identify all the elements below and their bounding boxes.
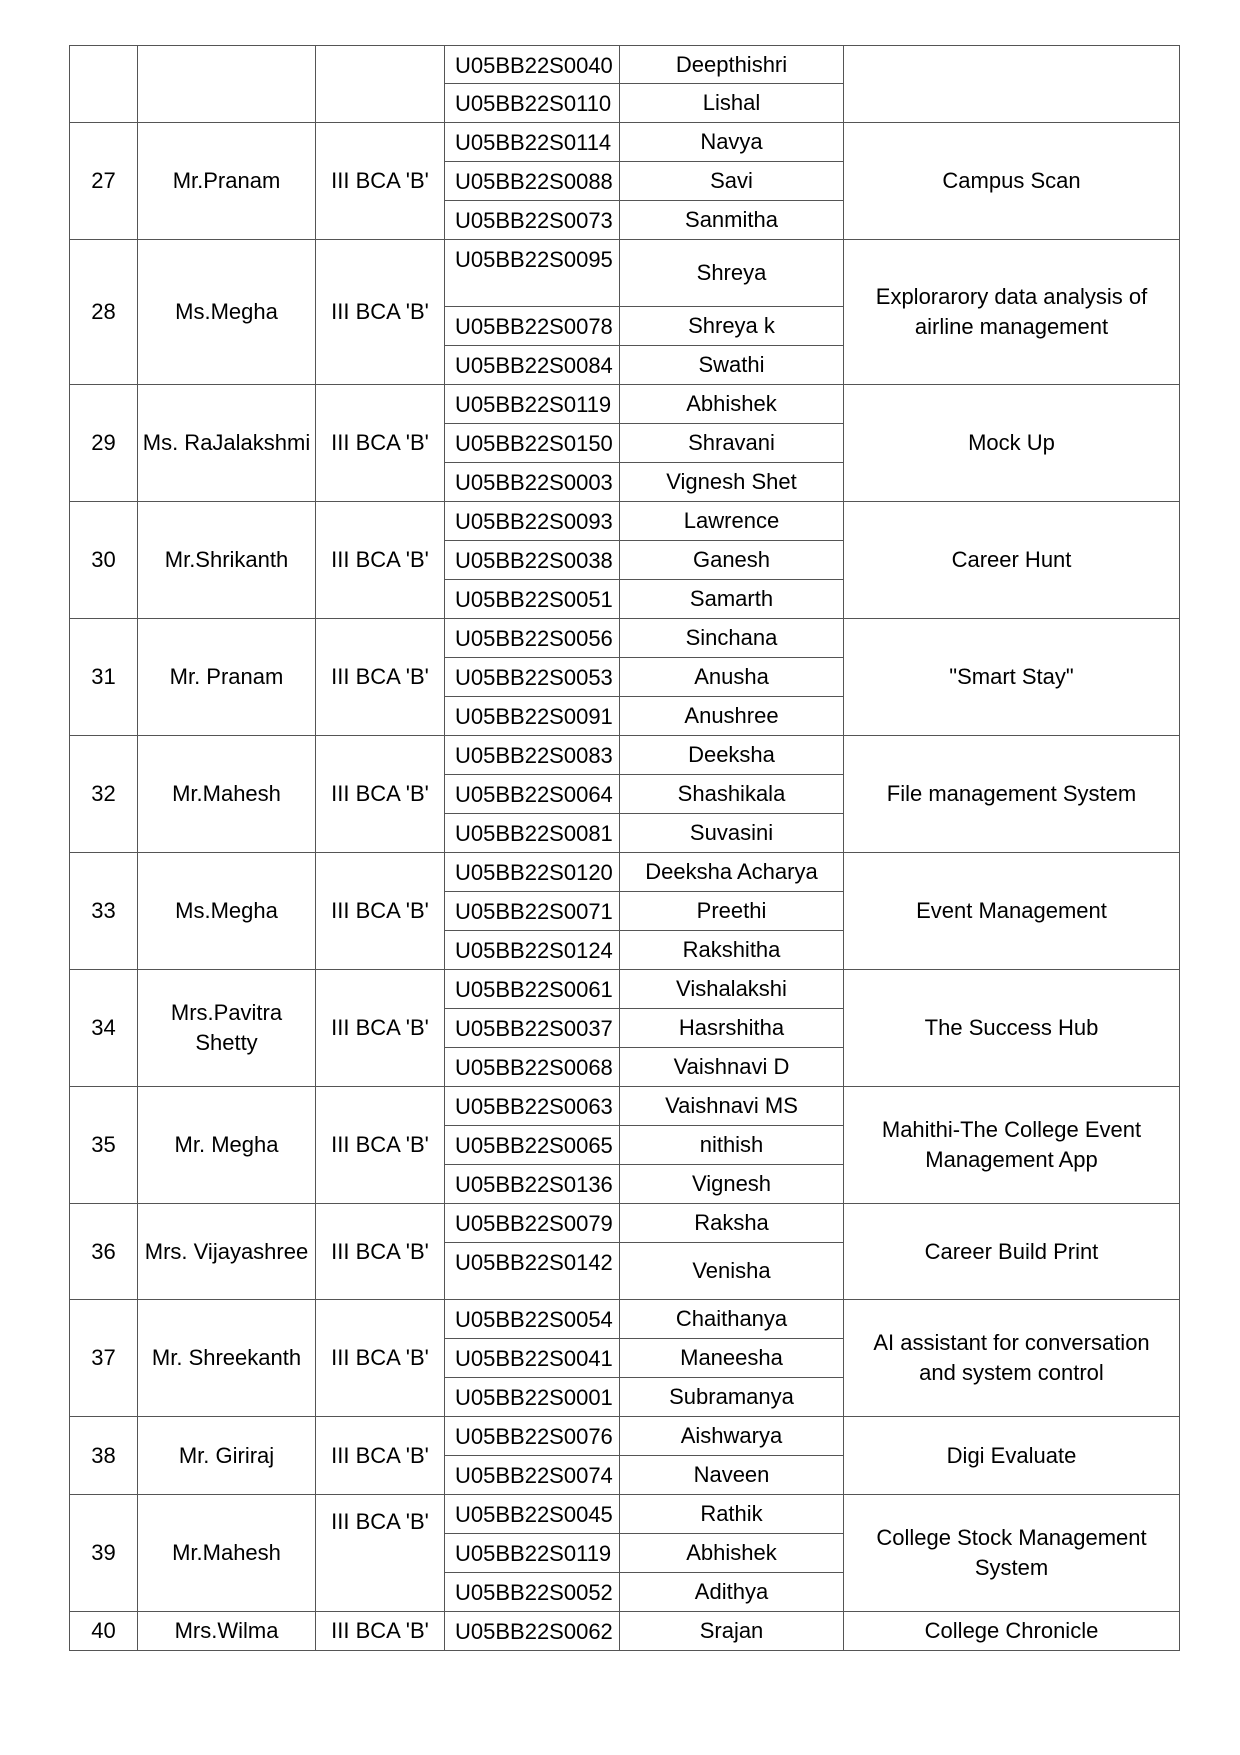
class-cell: III BCA 'B': [316, 502, 445, 619]
register-number-cell: U05BB22S0091: [445, 697, 620, 736]
register-number-cell: U05BB22S0074: [445, 1456, 620, 1495]
register-number-cell: U05BB22S0073: [445, 201, 620, 240]
class-cell: III BCA 'B': [316, 1300, 445, 1417]
register-number-cell: U05BB22S0083: [445, 736, 620, 775]
guide-name-cell: Mr. Megha: [138, 1087, 316, 1204]
register-number-cell: U05BB22S0119: [445, 1534, 620, 1573]
project-title-cell: [844, 46, 1180, 123]
student-name-cell: Ganesh: [620, 541, 844, 580]
register-number-cell: U05BB22S0061: [445, 970, 620, 1009]
student-name-cell: Preethi: [620, 892, 844, 931]
class-cell: [316, 46, 445, 123]
student-name-cell: Deeksha: [620, 736, 844, 775]
student-name-cell: Rakshitha: [620, 931, 844, 970]
class-cell: III BCA 'B': [316, 736, 445, 853]
register-number-cell: U05BB22S0114: [445, 123, 620, 162]
register-number-cell: U05BB22S0052: [445, 1573, 620, 1612]
student-name-cell: Swathi: [620, 346, 844, 385]
register-number-cell: U05BB22S0037: [445, 1009, 620, 1048]
guide-name-cell: Ms. RaJalakshmi: [138, 385, 316, 502]
class-cell: III BCA 'B': [316, 1204, 445, 1300]
student-name-cell: Lishal: [620, 84, 844, 123]
serial-number-cell: 37: [70, 1300, 138, 1417]
class-cell: III BCA 'B': [316, 385, 445, 502]
table-row: [70, 1495, 1180, 1534]
project-title-cell: Career Build Print: [844, 1204, 1180, 1300]
student-name-cell: Vaishnavi D: [620, 1048, 844, 1087]
register-number-cell: U05BB22S0064: [445, 775, 620, 814]
serial-number-cell: 40: [70, 1612, 138, 1651]
project-title-cell: Career Hunt: [844, 502, 1180, 619]
student-name-cell: Suvasini: [620, 814, 844, 853]
project-title-cell: Digi Evaluate: [844, 1417, 1180, 1495]
register-number-cell: U05BB22S0124: [445, 931, 620, 970]
register-number-cell: U05BB22S0078: [445, 307, 620, 346]
register-number-cell: U05BB22S0038: [445, 541, 620, 580]
register-number-cell: U05BB22S0084: [445, 346, 620, 385]
register-number-cell: U05BB22S0041: [445, 1339, 620, 1378]
guide-name-cell: Mrs. Vijayashree: [138, 1204, 316, 1300]
register-number-cell: U05BB22S0051: [445, 580, 620, 619]
student-name-cell: Anusha: [620, 658, 844, 697]
student-name-cell: Chaithanya: [620, 1300, 844, 1339]
table-row: [70, 619, 1180, 658]
register-number-cell: U05BB22S0119: [445, 385, 620, 424]
table-row: [70, 385, 1180, 424]
table-row: [70, 1300, 1180, 1339]
register-number-cell: U05BB22S0003: [445, 463, 620, 502]
table-row: [70, 1204, 1180, 1243]
project-title-cell: The Success Hub: [844, 970, 1180, 1087]
register-number-cell: U05BB22S0136: [445, 1165, 620, 1204]
student-name-cell: Aishwarya: [620, 1417, 844, 1456]
student-name-cell: Venisha: [620, 1243, 844, 1300]
table-body: [70, 46, 1180, 1651]
register-number-cell: U05BB22S0054: [445, 1300, 620, 1339]
student-name-cell: Srajan: [620, 1612, 844, 1651]
table-row: [70, 853, 1180, 892]
serial-number-cell: 38: [70, 1417, 138, 1495]
register-number-cell: U05BB22S0053: [445, 658, 620, 697]
register-number-cell: U05BB22S0068: [445, 1048, 620, 1087]
class-cell: III BCA 'B': [316, 619, 445, 736]
project-title-cell: Mahithi-The College Event Management App: [844, 1087, 1180, 1204]
project-title-cell: Campus Scan: [844, 123, 1180, 240]
serial-number-cell: 34: [70, 970, 138, 1087]
register-number-cell: U05BB22S0062: [445, 1612, 620, 1651]
guide-name-cell: Ms.Megha: [138, 240, 316, 385]
class-cell: III BCA 'B': [316, 1495, 445, 1612]
register-number-cell: U05BB22S0095: [445, 240, 620, 307]
student-name-cell: Naveen: [620, 1456, 844, 1495]
guide-name-cell: [138, 46, 316, 123]
register-number-cell: U05BB22S0056: [445, 619, 620, 658]
student-name-cell: Vaishnavi MS: [620, 1087, 844, 1126]
project-title-cell: "Smart Stay": [844, 619, 1180, 736]
register-number-cell: U05BB22S0150: [445, 424, 620, 463]
serial-number-cell: 39: [70, 1495, 138, 1612]
serial-number-cell: 28: [70, 240, 138, 385]
register-number-cell: U05BB22S0001: [445, 1378, 620, 1417]
serial-number-cell: 32: [70, 736, 138, 853]
student-name-cell: nithish: [620, 1126, 844, 1165]
student-name-cell: Samarth: [620, 580, 844, 619]
serial-number-cell: 36: [70, 1204, 138, 1300]
register-number-cell: U05BB22S0110: [445, 84, 620, 123]
register-number-cell: U05BB22S0071: [445, 892, 620, 931]
class-cell: III BCA 'B': [316, 123, 445, 240]
class-cell: III BCA 'B': [316, 1087, 445, 1204]
project-title-cell: College Stock Management System: [844, 1495, 1180, 1612]
guide-name-cell: Mr.Mahesh: [138, 736, 316, 853]
student-name-cell: Navya: [620, 123, 844, 162]
register-number-cell: U05BB22S0081: [445, 814, 620, 853]
register-number-cell: U05BB22S0045: [445, 1495, 620, 1534]
project-title-cell: Mock Up: [844, 385, 1180, 502]
class-cell: III BCA 'B': [316, 240, 445, 385]
student-name-cell: Abhishek: [620, 1534, 844, 1573]
guide-name-cell: Mr.Mahesh: [138, 1495, 316, 1612]
student-name-cell: Shravani: [620, 424, 844, 463]
student-name-cell: Savi: [620, 162, 844, 201]
student-name-cell: Lawrence: [620, 502, 844, 541]
serial-number-cell: 29: [70, 385, 138, 502]
guide-name-cell: Mr.Pranam: [138, 123, 316, 240]
table-row: [70, 240, 1180, 307]
register-number-cell: U05BB22S0120: [445, 853, 620, 892]
project-title-cell: AI assistant for conversation and system control: [844, 1300, 1180, 1417]
student-name-cell: Hasrshitha: [620, 1009, 844, 1048]
student-name-cell: Vishalakshi: [620, 970, 844, 1009]
guide-name-cell: Mr. Giriraj: [138, 1417, 316, 1495]
student-name-cell: Shreya k: [620, 307, 844, 346]
student-name-cell: Vignesh Shet: [620, 463, 844, 502]
guide-name-cell: Mrs.Pavitra Shetty: [138, 970, 316, 1087]
student-name-cell: Anushree: [620, 697, 844, 736]
register-number-cell: U05BB22S0093: [445, 502, 620, 541]
guide-name-cell: Mr.Shrikanth: [138, 502, 316, 619]
table-row: [70, 502, 1180, 541]
class-cell: III BCA 'B': [316, 853, 445, 970]
register-number-cell: U05BB22S0063: [445, 1087, 620, 1126]
project-title-cell: College Chronicle: [844, 1612, 1180, 1651]
serial-number-cell: 31: [70, 619, 138, 736]
project-title-cell: Explorarory data analysis of airline management: [844, 240, 1180, 385]
table-row: [70, 736, 1180, 775]
student-name-cell: Vignesh: [620, 1165, 844, 1204]
student-name-cell: Subramanya: [620, 1378, 844, 1417]
serial-number-cell: 27: [70, 123, 138, 240]
student-name-cell: Sinchana: [620, 619, 844, 658]
register-number-cell: U05BB22S0088: [445, 162, 620, 201]
guide-name-cell: Mrs.Wilma: [138, 1612, 316, 1651]
class-cell: III BCA 'B': [316, 1612, 445, 1651]
register-number-cell: U05BB22S0040: [445, 46, 620, 84]
table-row: [70, 123, 1180, 162]
register-number-cell: U05BB22S0079: [445, 1204, 620, 1243]
serial-number-cell: 33: [70, 853, 138, 970]
student-name-cell: Raksha: [620, 1204, 844, 1243]
serial-number-cell: 30: [70, 502, 138, 619]
serial-number-cell: [70, 46, 138, 123]
class-cell: III BCA 'B': [316, 1417, 445, 1495]
student-name-cell: Abhishek: [620, 385, 844, 424]
project-title-cell: Event Management: [844, 853, 1180, 970]
table-row: [70, 1087, 1180, 1126]
class-cell: III BCA 'B': [316, 970, 445, 1087]
project-allocation-table: [69, 45, 1180, 1651]
guide-name-cell: Mr. Pranam: [138, 619, 316, 736]
serial-number-cell: 35: [70, 1087, 138, 1204]
register-number-cell: U05BB22S0065: [445, 1126, 620, 1165]
student-name-cell: Deepthishri: [620, 46, 844, 84]
guide-name-cell: Mr. Shreekanth: [138, 1300, 316, 1417]
student-name-cell: Sanmitha: [620, 201, 844, 240]
register-number-cell: U05BB22S0076: [445, 1417, 620, 1456]
project-title-cell: File management System: [844, 736, 1180, 853]
table-row: [70, 1612, 1180, 1651]
guide-name-cell: Ms.Megha: [138, 853, 316, 970]
student-name-cell: Shreya: [620, 240, 844, 307]
table-row: [70, 1417, 1180, 1456]
student-name-cell: Shashikala: [620, 775, 844, 814]
student-name-cell: Deeksha Acharya: [620, 853, 844, 892]
register-number-cell: U05BB22S0142: [445, 1243, 620, 1300]
student-name-cell: Maneesha: [620, 1339, 844, 1378]
table-row: [70, 970, 1180, 1009]
student-name-cell: Adithya: [620, 1573, 844, 1612]
student-name-cell: Rathik: [620, 1495, 844, 1534]
table-row: [70, 46, 1180, 84]
